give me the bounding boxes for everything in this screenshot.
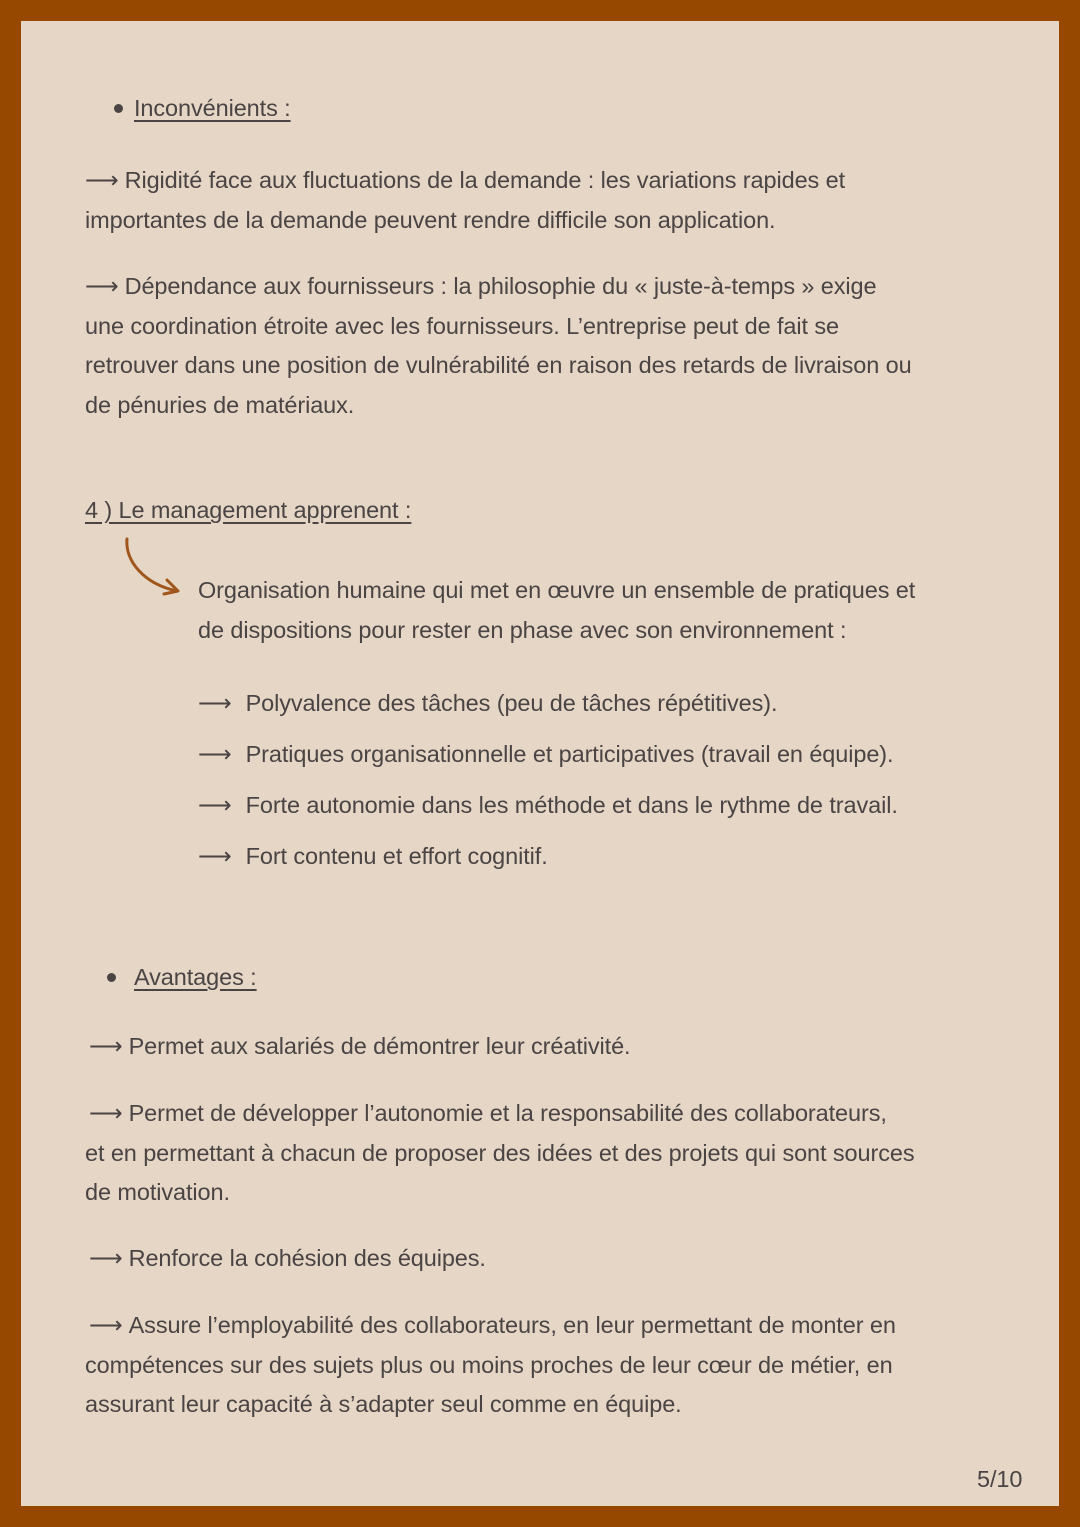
line: Permet de développer l’autonomie et la responsabilité des collaborateurs, xyxy=(128,1100,887,1126)
bullet-icon xyxy=(114,104,123,113)
point-text: Pratiques organisationnelle et participatives (travail en équipe). xyxy=(245,741,894,767)
page-number: 5/10 xyxy=(977,1466,1023,1492)
arrow-right-icon: ⟶ xyxy=(198,690,232,716)
arrow-right-icon: ⟶ xyxy=(198,792,232,818)
point-1 xyxy=(198,684,777,724)
point-text: Fort contenu et effort cognitif. xyxy=(245,843,548,869)
bullet-icon xyxy=(107,973,116,982)
line: de dispositions pour rester en phase avec son environnement : xyxy=(198,616,847,643)
line: importantes de la demande peuvent rendre difficile son application. xyxy=(85,206,776,233)
arrow-right-icon: ⟶ xyxy=(89,1033,123,1059)
avantages-heading: Avantages : xyxy=(134,964,257,990)
line: une coordination étroite avec les fournisseurs. L’entreprise peut de fait se xyxy=(85,312,839,339)
point-text: Polyvalence des tâches (peu de tâches répétitives). xyxy=(245,690,778,716)
avantage-item-1 xyxy=(89,1027,630,1067)
arrow-right-icon: ⟶ xyxy=(89,1100,123,1126)
point-text: Forte autonomie dans les méthode et dans le rythme de travail. xyxy=(245,792,898,818)
inconvenient-item-2 xyxy=(85,267,912,425)
inconvenients-heading: Inconvénients : xyxy=(134,95,291,121)
line: de motivation. xyxy=(85,1179,230,1205)
arrow-right-icon: ⟶ xyxy=(89,1312,123,1338)
arrow-right-icon: ⟶ xyxy=(198,741,232,767)
line: Rigidité face aux fluctuations de la demande : les variations rapides et xyxy=(124,167,846,193)
line: assurant leur capacité à s’adapter seul comme en équipe. xyxy=(85,1391,682,1417)
arrow-right-icon: ⟶ xyxy=(89,1245,123,1271)
arrow-right-icon: ⟶ xyxy=(85,273,119,299)
line: Dépendance aux fournisseurs : la philosophie du « juste-à-temps » exige xyxy=(124,273,877,299)
inconvenient-item-1 xyxy=(85,161,845,240)
line: de pénuries de matériaux. xyxy=(85,391,355,418)
point-3 xyxy=(198,786,898,826)
arrow-right-icon: ⟶ xyxy=(198,843,232,869)
line: Renforce la cohésion des équipes. xyxy=(128,1245,486,1271)
avantage-item-2 xyxy=(85,1094,914,1213)
avantage-item-4 xyxy=(85,1306,896,1425)
line: Permet aux salariés de démontrer leur créativité. xyxy=(128,1033,631,1059)
avantage-item-3 xyxy=(89,1239,486,1279)
section-heading: 4 ) Le management apprenent : xyxy=(85,497,412,523)
line: et en permettant à chacun de proposer des idées et des projets qui sont sources xyxy=(85,1139,915,1166)
point-4 xyxy=(198,837,548,877)
document-page xyxy=(21,21,1059,1506)
point-2 xyxy=(198,735,893,775)
line: Organisation humaine qui met en œuvre un ensemble de pratiques et xyxy=(198,577,916,603)
line: Assure l’employabilité des collaborateurs, en leur permettant de monter en xyxy=(128,1312,896,1338)
line: compétences sur des sujets plus ou moins proches de leur cœur de métier, en xyxy=(85,1351,893,1378)
definition xyxy=(198,571,915,650)
arrow-right-icon: ⟶ xyxy=(85,167,119,193)
curved-arrow-icon xyxy=(119,536,185,596)
line: retrouver dans une position de vulnérabilité en raison des retards de livraison ou xyxy=(85,352,912,378)
